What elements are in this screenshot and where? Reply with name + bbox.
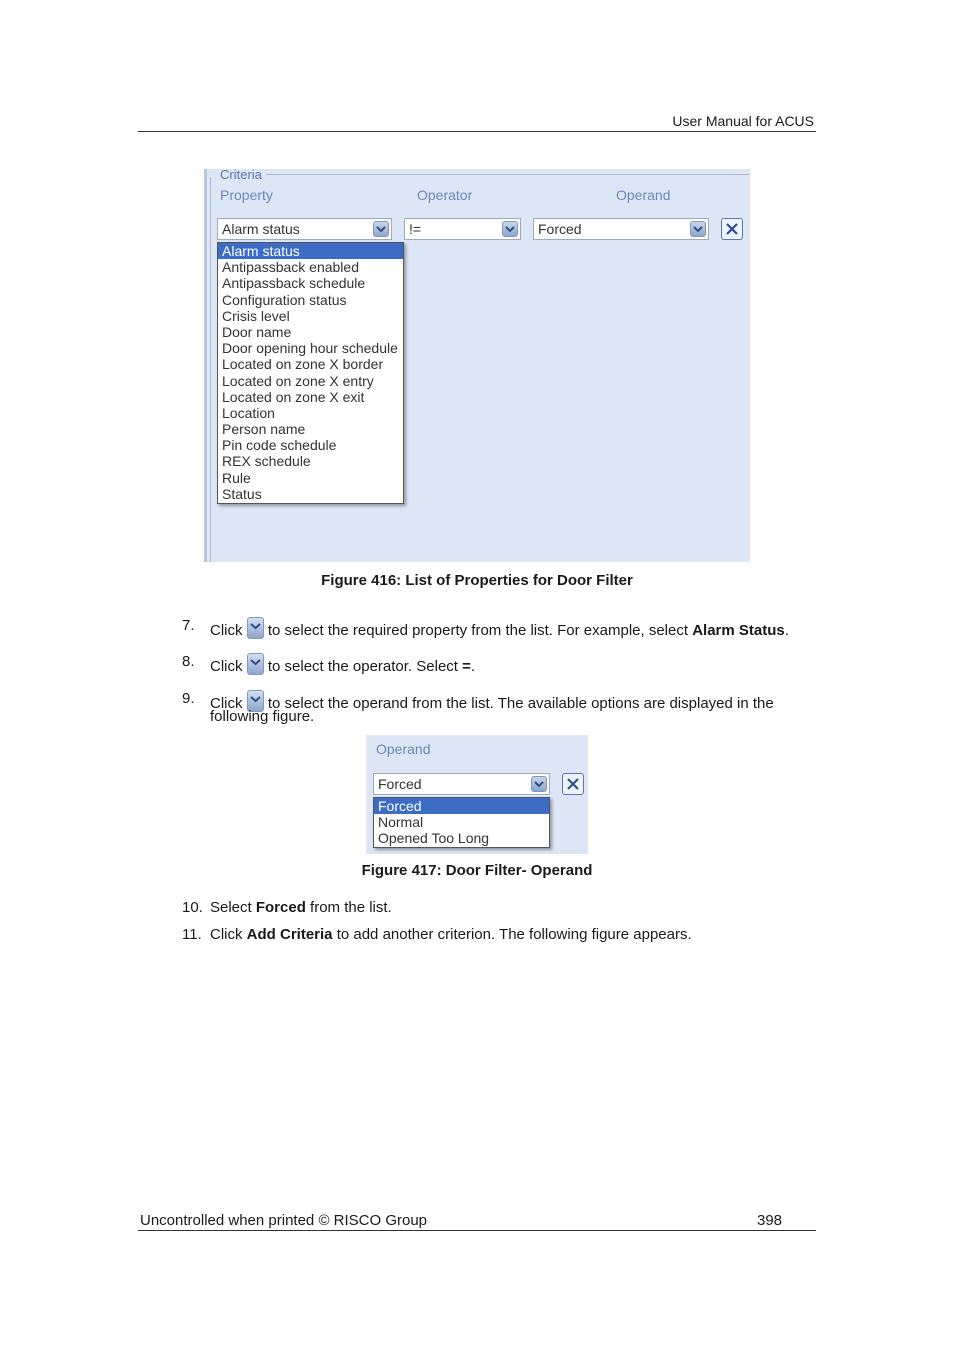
step-10 — [182, 899, 822, 921]
property-option[interactable]: Configuration status — [222, 291, 347, 308]
property-option[interactable]: Antipassback enabled — [222, 259, 359, 276]
property-option[interactable]: Door name — [222, 323, 292, 340]
step-text: to add another criterion. The following figure appears. — [332, 926, 692, 943]
property-dropdown-list[interactable] — [217, 242, 404, 504]
dropdown-arrow-icon — [247, 617, 264, 639]
fieldset-line — [266, 174, 750, 175]
footer-rule — [138, 1230, 816, 1231]
chevron-down-icon[interactable] — [502, 221, 518, 237]
chevron-down-icon[interactable] — [690, 221, 706, 237]
property-option[interactable]: Alarm status — [218, 243, 403, 259]
close-icon — [725, 222, 739, 236]
step-number: 7. — [182, 617, 195, 634]
step-bold: Forced — [255, 899, 306, 916]
property-option[interactable]: Location — [222, 404, 275, 421]
chevron-down-icon[interactable] — [531, 776, 547, 792]
step-text: Click — [210, 658, 243, 675]
operand-label: Operand — [376, 741, 431, 757]
property-option[interactable]: Located on zone X border — [222, 356, 384, 373]
step-text: to select the operator. Select — [267, 658, 463, 675]
operand-label: Operand — [616, 187, 671, 203]
step-bold: Alarm Status — [692, 622, 785, 639]
property-option[interactable]: Antipassback schedule — [222, 275, 366, 292]
property-option[interactable]: Person name — [222, 421, 306, 438]
step-text: Select — [210, 899, 256, 916]
property-option[interactable]: Rule — [222, 469, 251, 486]
page-number: 398 — [757, 1212, 783, 1229]
operand-option[interactable]: Normal — [378, 814, 424, 831]
dropdown-arrow-icon — [247, 653, 264, 675]
operand-select[interactable] — [373, 773, 550, 795]
step-text: . — [470, 658, 476, 675]
step-number: 9. — [182, 690, 195, 707]
step-text: to select the operand from the list. The available options are displayed in the — [267, 695, 774, 712]
step-text: from the list. — [305, 899, 392, 916]
operand-option[interactable]: Opened Too Long — [378, 830, 490, 847]
operator-label: Operator — [417, 187, 473, 203]
header-rule — [138, 131, 816, 132]
step-8 — [182, 653, 822, 675]
operator-select[interactable] — [404, 218, 521, 240]
property-select[interactable] — [217, 218, 392, 240]
operator-select-value: != — [409, 221, 422, 237]
criteria-legend: Criteria — [220, 169, 262, 182]
operand-option[interactable]: Forced — [374, 798, 549, 814]
figure-416-caption: Figure 416: List of Properties for Door Filter — [321, 572, 633, 589]
panel-border — [210, 177, 211, 562]
step-9 — [182, 690, 822, 730]
footer-text: Uncontrolled when printed © RISCO Group — [140, 1212, 428, 1229]
property-option[interactable]: Located on zone X entry — [222, 372, 374, 389]
property-option[interactable]: Status — [222, 485, 262, 502]
operand-select-value: Forced — [538, 221, 582, 237]
step-text: Click — [210, 926, 247, 943]
step-number: 8. — [182, 653, 195, 670]
remove-criterion-button[interactable] — [562, 773, 584, 795]
step-number: 10. — [182, 899, 203, 916]
remove-criterion-button[interactable] — [721, 218, 743, 240]
step-bold: = — [462, 658, 471, 675]
property-option[interactable]: REX schedule — [222, 453, 311, 470]
step-text: . — [784, 622, 789, 639]
step-text: Click — [210, 695, 243, 712]
figure-417 — [366, 735, 588, 854]
step-11 — [182, 926, 822, 948]
property-option[interactable]: Door opening hour schedule — [222, 340, 398, 357]
step-bold: Add Criteria — [246, 926, 333, 943]
property-label: Property — [220, 187, 273, 203]
header-title: User Manual for ACUS — [672, 113, 814, 129]
property-option[interactable]: Crisis level — [222, 307, 290, 324]
operand-select[interactable] — [533, 218, 709, 240]
step-7 — [182, 617, 822, 639]
figure-417-caption: Figure 417: Door Filter- Operand — [361, 862, 593, 879]
property-option[interactable]: Pin code schedule — [222, 437, 337, 454]
step-text: to select the required property from the list. For example, select — [267, 622, 693, 639]
close-icon — [566, 777, 580, 791]
property-option[interactable]: Located on zone X exit — [222, 388, 365, 405]
step-text-line2: following figure. — [210, 708, 315, 725]
panel-border — [204, 169, 207, 562]
operand-dropdown-list[interactable] — [373, 797, 550, 848]
step-number: 11. — [182, 926, 202, 943]
operand-select-value: Forced — [378, 776, 422, 792]
step-text: Click — [210, 622, 243, 639]
chevron-down-icon[interactable] — [373, 221, 389, 237]
property-select-value: Alarm status — [222, 221, 300, 237]
figure-416 — [204, 169, 750, 562]
